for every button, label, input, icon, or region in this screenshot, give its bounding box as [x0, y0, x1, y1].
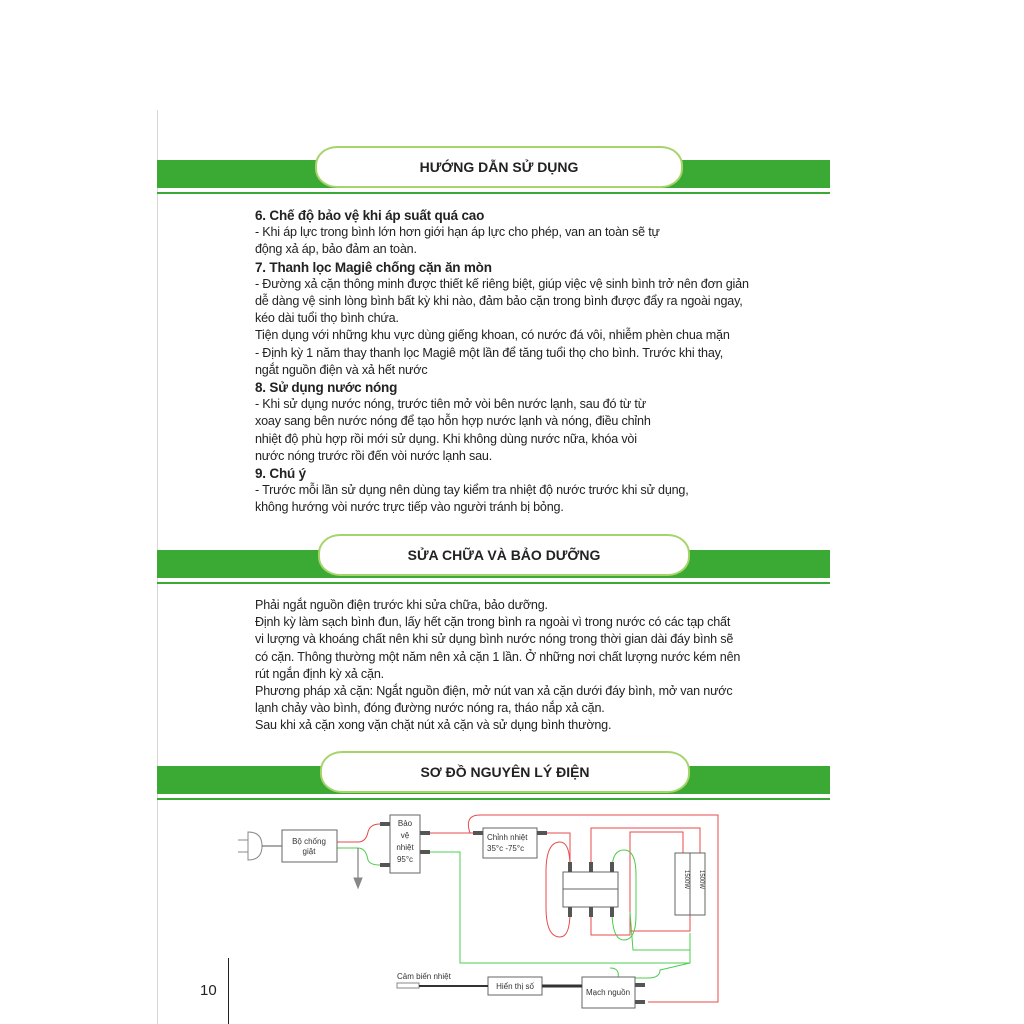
paragraph-line: Phải ngắt nguồn điện trước khi sửa chữa, bảo dưỡng. — [255, 598, 548, 612]
power-circuit-label: Mạch nguồn — [585, 988, 631, 997]
paragraph-line: kéo dài tuổi thọ bình chứa. — [255, 311, 399, 326]
display-label: Hiển thị số — [496, 982, 534, 991]
thermostat-label-2: 35°c -75°c — [487, 844, 525, 853]
paragraph-line: Phương pháp xả cặn: Ngắt nguồn điện, mở nút van xả cặn dưới đáy bình, mở van nước — [255, 684, 733, 699]
paragraph-line: có cặn. Thông thường một năm nên xả cặn 1 lần. Ở những nơi chất lượng nước kém nên — [255, 649, 741, 664]
ground-icon — [354, 878, 362, 888]
section-heading: 6. Chế độ bảo vệ khi áp suất quá cao — [255, 208, 485, 223]
paragraph-line: - Khi sử dụng nước nóng, trước tiên mở vòi bên nước lạnh, sau đó từ từ — [255, 397, 646, 412]
paragraph-line: vi lượng và khoáng chất nên khi sử dụng bình nước nóng trong thời gian dài đáy bình sẽ — [255, 632, 734, 647]
section-heading: 7. Thanh lọc Magiê chống cặn ăn mòn — [255, 259, 492, 275]
paragraph-line: động xả áp, bảo đảm an toàn. — [255, 242, 417, 257]
paragraph-line: dễ dàng vệ sinh lòng bình bất kỳ khi nào, đảm bảo cặn trong bình được đẩy ra ngoài ngay, — [255, 294, 743, 309]
anti-shock-label-2: giật — [302, 847, 316, 856]
paragraph-line: - Trước mỗi lần sử dụng nên dùng tay kiểm tra nhiệt độ nước trước khi sử dụng, — [255, 483, 689, 498]
thermostat-label-1: Chỉnh nhiệt — [487, 833, 528, 842]
anti-shock-label-1: Bộ chống — [292, 837, 326, 846]
paragraph-line: - Khi áp lực trong bình lớn hơn giới hạn áp lực cho phép, van an toàn sẽ tự — [255, 225, 660, 240]
paragraph-line: rút ngắn định kỳ xả cặn. — [255, 666, 384, 681]
heater-1-label: 1500W — [683, 870, 689, 890]
section-title-diagram: SƠ ĐỒ NGUYÊN LÝ ĐIỆN — [320, 751, 690, 793]
paragraph-line: ngắt nguồn điện và xả hết nước — [255, 362, 428, 377]
section-heading: 9. Chú ý — [255, 466, 306, 482]
paragraph-line: không hướng vòi nước trực tiếp vào người tránh bị bỏng. — [255, 500, 564, 515]
section-title-maintenance: SỬA CHỮA VÀ BẢO DƯỠNG — [318, 534, 690, 576]
paragraph-line: Định kỳ làm sạch bình đun, lấy hết cặn trong bình ra ngoài vì trong nước có các tạp chất — [255, 615, 731, 630]
thermal-protect-label-4: 95°c — [396, 855, 414, 864]
plug-icon — [248, 832, 262, 860]
paragraph-line: nước nóng trước rồi đến vòi nước lạnh sau. — [255, 448, 492, 463]
sensor-label: Cảm biến nhiệt — [397, 972, 451, 981]
paragraph-line: - Định kỳ 1 năm thay thanh lọc Magiê một lần để tăng tuổi thọ cho bình. Trước khi thay, — [255, 345, 724, 360]
paragraph-line: xoay sang bên nước nóng để tạo hỗn hợp nước lạnh và nóng, điều chỉnh — [255, 414, 651, 429]
section-heading: 8. Sử dụng nước nóng — [255, 380, 398, 396]
heater-2-label: 1500W — [698, 870, 704, 890]
thermal-protect-label-2: vệ — [400, 831, 410, 840]
paragraph-line: lạnh chảy vào bình, đóng đường nước nóng ra, tháo nắp xả cặn. — [255, 701, 605, 716]
paragraph-line: nhiệt độ phù hợp rồi mới sử dụng. Khi không dùng nước nữa, khóa vòi — [255, 431, 637, 446]
page-number-rule — [228, 958, 229, 1024]
paragraph-line: Tiện dụng với những khu vực dùng giếng khoan, có nước đá vôi, nhiễm phèn chua mặn — [255, 328, 730, 343]
page-number: 10 — [200, 982, 217, 999]
thermal-protect-label-1: Bảo — [397, 819, 413, 828]
section-title-usage: HƯỚNG DẪN SỬ DỤNG — [315, 146, 683, 188]
paragraph-line: Sau khi xả cặn xong vặn chặt nút xả cặn và sử dụng bình thường. — [255, 718, 612, 733]
thermal-protect-label-3: nhiệt — [396, 843, 414, 852]
paragraph-line: - Đường xả cặn thông minh được thiết kế riêng biệt, giúp việc vệ sinh bình trở nên đơn giản — [255, 276, 749, 291]
